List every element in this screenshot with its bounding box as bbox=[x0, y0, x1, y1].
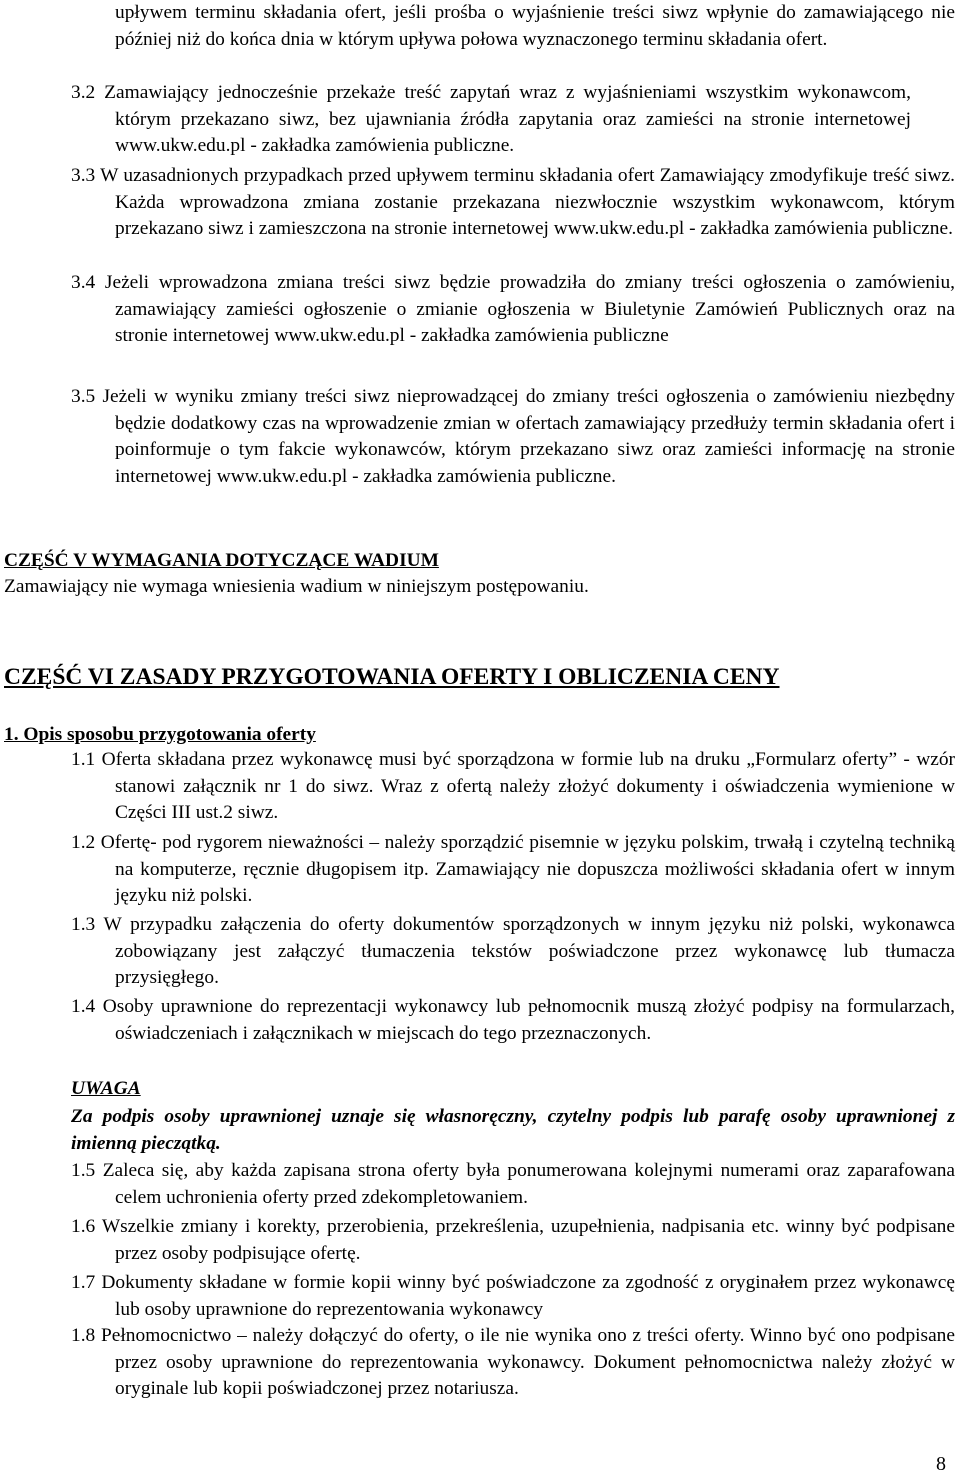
section-3-2: 3.2 Zamawiający jednocześnie przekaże treść zapytań wraz z wyjaśnieniami wszystkim wykonawcom, którym przekazano siwz, bez ujawniania źródła zapytania oraz zamieści na stronie internetowej www.ukw.edu.pl - zakładka zamówienia publiczne. bbox=[71, 82, 911, 157]
part-5-heading: CZĘŚĆ V WYMAGANIA DOTYCZĄCE WADIUM bbox=[4, 550, 439, 571]
item-1-6: 1.6 Wszelkie zmiany i korekty, przerobienia, przekreślenia, uzupełnienia, nadpisania etc. winny być podpisane przez osoby podpisujące ofertę. bbox=[71, 1216, 955, 1264]
part-6-heading: CZĘŚĆ VI ZASADY PRZYGOTOWANIA OFERTY I OBLICZENIA CENY bbox=[4, 664, 780, 690]
item-1-8: 1.8 Pełnomocnictwo – należy dołączyć do oferty, o ile nie wynika ono z treści oferty. Winno być ono podpisane przez osoby uprawnione do reprezentowania wykonawcy. Dokument pełnomocnictwa należy złożyć w oryginale lub kopii poświadczonej przez notariusza. bbox=[71, 1325, 955, 1400]
part-5-text: Zamawiający nie wymaga wniesienia wadium w niniejszym postępowaniu. bbox=[4, 576, 589, 597]
item-1-3: 1.3 W przypadku załączenia do oferty dokumentów sporządzonych w innym języku niż polski, wykonawca zobowiązany jest załączyć tłumaczenia tekstów poświadczone przez wykonawcę lub tłumacza przysięgłego. bbox=[71, 914, 955, 989]
continuation-paragraph: upływem terminu składania ofert, jeśli prośba o wyjaśnienie treści siwz wpłynie do zamawiającego nie później niż do końca dnia w którym upływa połowa wyznaczonego terminu składania ofert. bbox=[115, 2, 955, 50]
uwaga-label: UWAGA bbox=[71, 1078, 141, 1099]
section-3-5: 3.5 Jeżeli w wyniku zmiany treści siwz nieprowadzącej do zmiany treści ogłoszenia o zamówieniu niezbędny będzie dodatkowy czas na wprowadzenie zmian w ofertach zamawiający przedłuży termin składania ofert i poinformuje o tym fakcie wykonawców, którym przekazano siwz oraz zamieści informację na stronie internetowej www.ukw.edu.pl - zakładka zamówienia publiczne. bbox=[71, 386, 955, 487]
section-3-3: 3.3 W uzasadnionych przypadkach przed upływem terminu składania ofert Zamawiający zmodyfikuje treść siwz. Każda wprowadzona zmiana zostanie przekazana niezwłocznie wszystkim wykonawcom, którym przekazano siwz i zamieszczona na stronie internetowej www.ukw.edu.pl - zakładka zamówienia publiczne. bbox=[71, 165, 955, 240]
uwaga-text: Za podpis osoby uprawnionej uznaje się własnoręczny, czytelny podpis lub parafę osoby uprawnionej z imienną pieczątką. bbox=[71, 1106, 955, 1154]
item-1-5: 1.5 Zaleca się, aby każda zapisana strona oferty była ponumerowana kolejnymi numerami oraz zaparafowana celem uchronienia oferty przed zdekompletowaniem. bbox=[71, 1160, 955, 1208]
item-1-7: 1.7 Dokumenty składane w formie kopii winny być poświadczone za zgodność z oryginałem przez wykonawcę lub osoby uprawnione do reprezentowania wykonawcy bbox=[71, 1272, 955, 1320]
page-number: 8 bbox=[936, 1453, 946, 1475]
item-1-1: 1.1 Oferta składana przez wykonawcę musi być sporządzona w formie lub na druku „Formularz oferty” - wzór stanowi załącznik nr 1 do siwz. Wraz z ofertą należy złożyć dokumenty i oświadczenia wymienione w Części III ust.2 siwz. bbox=[71, 749, 955, 824]
part-6-subheading: 1. Opis sposobu przygotowania oferty bbox=[4, 724, 316, 745]
section-3-4: 3.4 Jeżeli wprowadzona zmiana treści siwz będzie prowadziła do zmiany treści ogłoszenia o zamówieniu, zamawiający zamieści ogłoszenie o zmianie ogłoszenia w Biuletynie Zamówień Publicznych oraz na stronie internetowej www.ukw.edu.pl - zakładka zamówienia publiczne bbox=[71, 272, 955, 347]
item-1-4: 1.4 Osoby uprawnione do reprezentacji wykonawcy lub pełnomocnik muszą złożyć podpisy na formularzach, oświadczeniach i załącznikach w miejscach do tego przeznaczonych. bbox=[71, 996, 955, 1044]
item-1-2: 1.2 Ofertę- pod rygorem nieważności – należy sporządzić pisemnie w języku polskim, trwałą i czytelną techniką na komputerze, ręcznie długopisem itp. Zamawiający nie dopuszcza możliwości składania ofert w innym języku niż polski. bbox=[71, 832, 955, 907]
